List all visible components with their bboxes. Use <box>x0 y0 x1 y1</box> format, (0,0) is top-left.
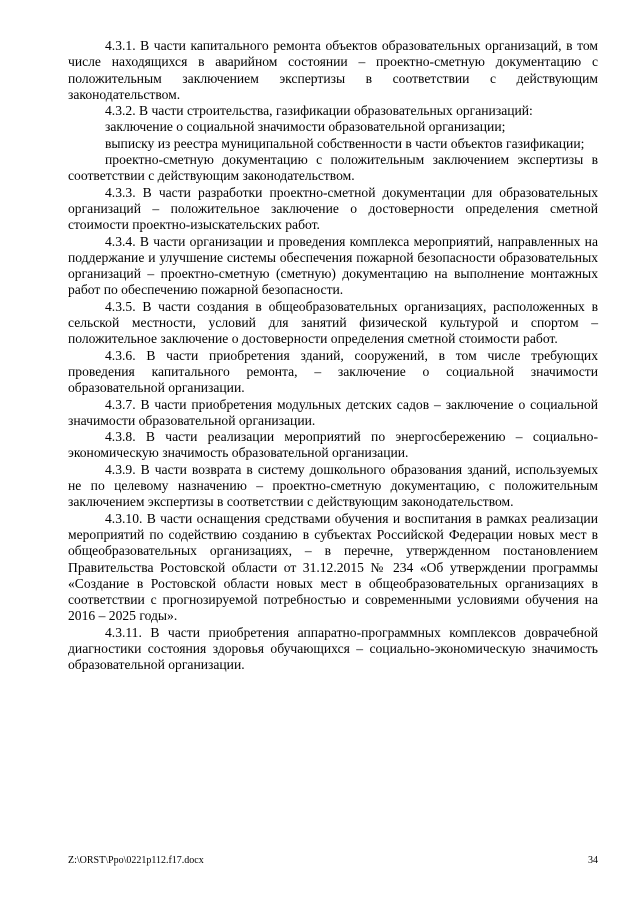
paragraph-4-3-2-item-2: выписку из реестра муниципальной собственности в части объектов газификации; <box>105 135 585 151</box>
paragraph-4-3-9: 4.3.9. В части возврата в систему дошкольного образования зданий, используемых не по целевому назначению – проектно-сметную документацию, с положительным заключением экспертизы в соответствии с действующим законодательством. <box>68 461 598 510</box>
page-number: 34 <box>588 855 598 866</box>
paragraph-4-3-6: 4.3.6. В части приобретения зданий, сооружений, в том числе требующих проведения капитального ремонта, – заключение о социальной значимости образовательной организации. <box>68 347 598 396</box>
paragraph-4-3-2: 4.3.2. В части строительства, газификации образовательных организаций: <box>105 103 533 119</box>
paragraph-4-3-11: 4.3.11. В части приобретения аппаратно-программных комплексов доврачебной диагностики состояния здоровья обучающихся – социально-экономическую значимость образовательной организации. <box>68 624 598 673</box>
paragraph-4-3-2-item-1: заключение о социальной значимости образовательной организации; <box>105 119 506 135</box>
paragraph-4-3-3: 4.3.3. В части разработки проектно-сметной документации для образовательных организаций – положительное заключение о достоверности определения сметной стоимости проектно-изыскательских работ. <box>68 184 598 233</box>
paragraph-4-3-7: 4.3.7. В части приобретения модульных детских садов – заключение о социальной значимости образовательной организации. <box>68 396 598 428</box>
paragraph-4-3-1: 4.3.1. В части капитального ремонта объектов образовательных организаций, в том числе находящихся в аварийном состоянии – проектно-сметную документацию с положительным заключением экспертизы в соответствии с действующим законодательством. <box>68 38 598 102</box>
paragraph-4-3-10: 4.3.10. В части оснащения средствами обучения и воспитания в рамках реализации мероприятий по содействию созданию в субъектах Российской Федерации новых мест в общеобразовательных организациях, – в перечне, утвержденном постановлением Правительства Ростовской области от 31.12.2015 № 234 «Об утверждении программы «Создание в Ростовской области новых мест в общеобразовательных организациях в соответствии с прогнозируемой потребностью и современными условиями обучения на 2016 – 2025 годы». <box>68 510 598 624</box>
footer-file-path: Z:\ORST\Ppo\0221p112.f17.docx <box>68 855 204 866</box>
paragraph-4-3-5: 4.3.5. В части создания в общеобразовательных организациях, расположенных в сельской местности, условий для занятий физической культурой и спортом – положительное заключение о достоверности определения сметной стоимости работ. <box>68 298 598 347</box>
paragraph-4-3-8: 4.3.8. В части реализации мероприятий по энергосбережению – социально-экономическую значимость образовательной организации. <box>68 429 598 461</box>
document-body <box>68 38 598 674</box>
paragraph-4-3-4: 4.3.4. В части организации и проведения комплекса мероприятий, направленных на поддержание и улучшение системы обеспечения пожарной безопасности образовательных организаций – проектно-сметную (сметную) документацию на выполнение монтажных работ по обеспечению пожарной безопасности. <box>68 233 598 298</box>
paragraph-4-3-2-item-3: проектно-сметную документацию с положительным заключением экспертизы в соответствии с действующим законодательством. <box>68 152 598 184</box>
